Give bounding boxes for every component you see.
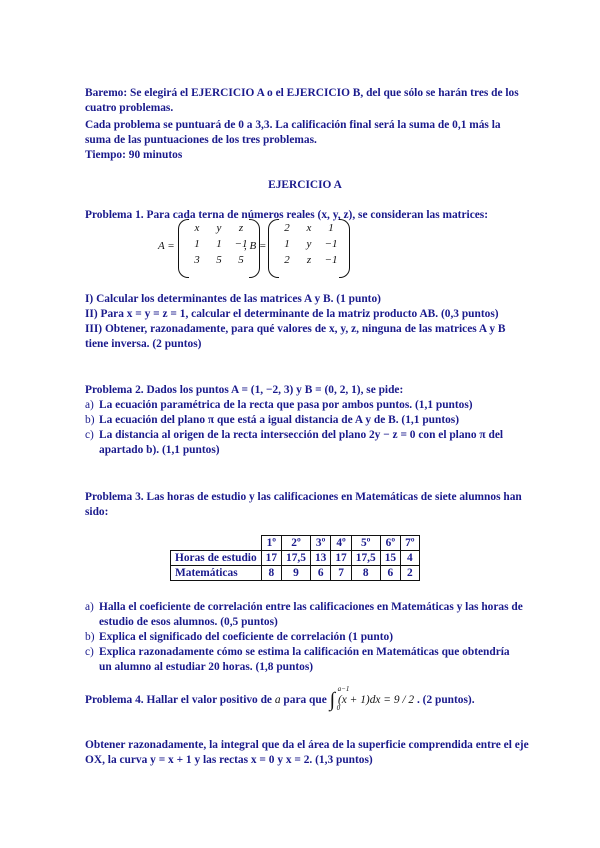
table-row [171,566,420,581]
table-header: 7º [401,536,419,551]
integral-sign-icon: ∫ [329,689,336,711]
list-item [85,600,525,630]
matrix-b-cell: 2 [284,222,290,234]
table-cell: 8 [351,566,380,581]
table-cell: 8 [261,566,281,581]
integral-expression [329,685,415,713]
table-header: 2º [282,536,311,551]
matrix-b-label: , B = [244,240,267,252]
table-header: 6º [380,536,400,551]
problema4-part2: Obtener razonadamente, la integral que da el área de la superficie comprendida entre el eje OX, la curva y = x + 1 y las rectas x = 0 y x = 2. (1,3 puntos) [85,739,529,766]
matrix-b-cell: y [306,238,312,250]
table-cell: 2 [401,566,419,581]
study-hours-table [170,535,420,581]
problema1-q1: I) Calcular los determinantes de las matrices A y B. (1 punto) [85,293,381,305]
lower-limit: 0 [336,704,341,713]
matrix-a-cell: y [216,222,222,234]
matrix-a-cell: −1 [234,238,248,250]
table-cell: 6 [310,566,330,581]
item-text: La ecuación paramétrica de la recta que pasa por ambos puntos. (1,1 puntos) [99,399,473,411]
table-row [171,551,420,566]
table-cell: Horas de estudio [171,551,262,566]
matrix-b-cell: 1 [328,222,334,234]
item-marker: a) [85,399,94,411]
matrix-a-cell: 5 [216,254,222,266]
table-cell: 4 [401,551,419,566]
exercise-title: EJERCICIO A [268,179,342,191]
table-cell: 6 [380,566,400,581]
matrix-a-cell: 3 [194,254,200,266]
item-marker: a) [85,601,94,613]
problema4-text-middle: para que [283,694,327,707]
matrix-a-cell: z [238,222,244,234]
item-text: La distancia al origen de la recta intersección del plano 2y − z = 0 con el plano π del apartado b). (1,1 puntos) [99,429,504,456]
problema1-intro: Problema 1. Para cada terna de números reales (x, y, z), se consideran las matrices: [85,209,489,221]
table-cell: 17 [261,551,281,566]
problema4-text-before: Problema 4. Hallar el valor positivo de [85,694,272,707]
item-text: La ecuación del plano π que está a igual distancia de A y de B. (1,1 puntos) [99,414,460,426]
table-cell: 13 [310,551,330,566]
matrix-b-cell: −1 [324,254,338,266]
table-cell: 17 [331,551,351,566]
item-marker: b) [85,414,95,426]
list-item [85,428,525,458]
list-item [85,645,525,675]
matrix-a-cell: 1 [194,238,200,250]
table-header: 1º [261,536,281,551]
puntuacion-text: Cada problema se puntuará de 0 a 3,3. La calificación final será la suma de 0,1 más la suma de las puntuaciones de los tres problemas. [85,119,501,146]
table-row [171,536,420,551]
table-cell [171,536,262,551]
tiempo-text: Tiempo: 90 minutos [85,149,183,161]
table-cell: Matemáticas [171,566,262,581]
problema4-text-after: . (2 puntos). [416,694,475,707]
item-text: Explica el significado del coeficiente de correlación (1 punto) [99,631,394,643]
problema3-intro: Problema 3. Las horas de estudio y las calificaciones en Matemáticas de siete alumnos han sido: [85,491,522,518]
matrix-b-cell: 1 [284,238,290,250]
matrix-b [268,222,350,266]
table-cell: 9 [282,566,311,581]
matrix-b-cell: 2 [284,254,290,266]
table-header: 3º [310,536,330,551]
table-cell: 17,5 [282,551,311,566]
matrix-a-cell: x [194,222,200,234]
matrix-a-label: A = [158,240,175,252]
matrix-b-cell: −1 [324,238,338,250]
list-item [85,398,525,413]
baremo-text: Baremo: Se elegirá el EJERCICIO A o el EJERCICIO B, del que sólo se harán tres de los cuatro problemas. [85,87,519,114]
list-item [85,630,525,645]
problema1-q2: II) Para x = y = z = 1, calcular el determinante de la matriz producto AB. (0,3 puntos) [85,308,499,320]
item-marker: c) [85,646,94,658]
problema4-var: a [274,694,281,707]
item-text: Explica razonadamente cómo se estima la calificación en Matemáticas que obtendría un alumno al estudiar 20 horas. (1,8 puntos) [99,646,510,673]
matrix-b-cell: x [306,222,312,234]
item-marker: c) [85,429,94,441]
matrix-a-cell: 1 [216,238,222,250]
problema1-q3: III) Obtener, razonadamente, para qué valores de x, y, z, ninguna de las matrices A y B tiene inversa. (2 puntos) [85,323,506,350]
table-cell: 17,5 [351,551,380,566]
matrix-a-cell: 5 [238,254,244,266]
problema3-list [85,600,525,675]
table-header: 4º [331,536,351,551]
problema4-intro [85,685,545,713]
item-marker: b) [85,631,95,643]
integrand: (x + 1)dx = 9 / 2 [337,694,415,707]
table-cell: 7 [331,566,351,581]
list-item [85,413,525,428]
problema2-intro: Problema 2. Dados los puntos A = (1, −2, 3) y B = (0, 2, 1), se pide: [85,384,404,396]
table-cell: 15 [380,551,400,566]
problema2-list [85,398,525,458]
upper-limit: a−1 [337,685,350,693]
item-text: Halla el coeficiente de correlación entre las calificaciones en Matemáticas y las horas de estudio de esos alumnos. (0,5 puntos) [99,601,523,628]
table-header: 5º [351,536,380,551]
matrix-b-cell: z [306,254,312,266]
